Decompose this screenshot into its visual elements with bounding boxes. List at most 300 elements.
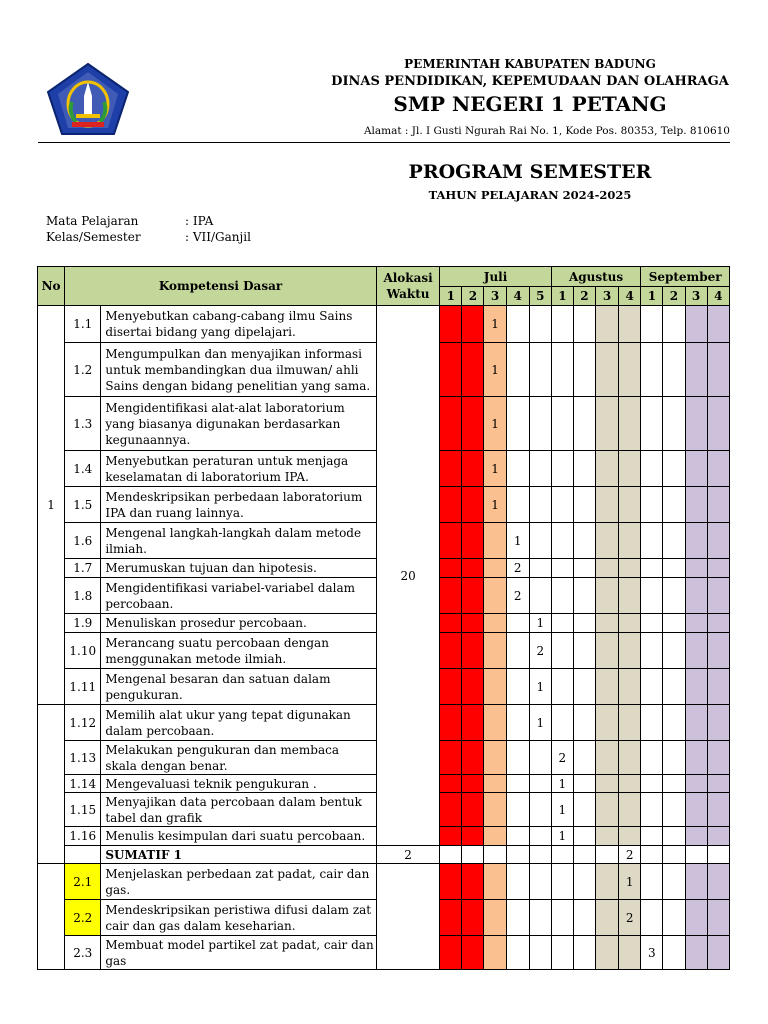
kd-code: 1.13 — [65, 741, 101, 775]
week-cell: 1 — [484, 451, 506, 487]
week-cell — [663, 827, 685, 846]
week-cell — [506, 827, 529, 846]
week-cell — [685, 343, 707, 397]
kd-code: 2.2 — [65, 900, 101, 936]
week-cell — [707, 936, 729, 970]
week-cell — [619, 523, 641, 559]
week-cell — [484, 741, 506, 775]
week-cell — [529, 578, 551, 614]
week-cell — [641, 306, 663, 343]
week-cell: 1 — [551, 793, 573, 827]
week-cell — [641, 523, 663, 559]
week-cell — [462, 705, 484, 741]
week-cell — [440, 827, 462, 846]
week-cell — [573, 741, 595, 775]
class-value: : VII/Ganjil — [185, 230, 251, 244]
week-header: 4 — [506, 287, 529, 306]
col-kd-header: Kompetensi Dasar — [65, 267, 377, 306]
col-no-header: No — [38, 267, 65, 306]
week-cell — [573, 451, 595, 487]
week-cell — [484, 633, 506, 669]
week-cell: 1 — [484, 397, 506, 451]
week-cell — [551, 451, 573, 487]
week-cell — [484, 936, 506, 970]
month-agustus: Agustus — [551, 267, 641, 287]
week-cell — [551, 705, 573, 741]
week-cell — [462, 487, 484, 523]
week-cell — [685, 900, 707, 936]
week-cell — [641, 487, 663, 523]
academic-year: TAHUN PELAJARAN 2024-2025 — [428, 188, 632, 202]
week-cell: 1 — [529, 705, 551, 741]
kd-code: 1.7 — [65, 559, 101, 578]
week-cell — [440, 900, 462, 936]
week-cell — [596, 864, 619, 900]
week-cell — [573, 523, 595, 559]
week-cell — [707, 793, 729, 827]
week-cell — [506, 487, 529, 523]
week-cell — [551, 487, 573, 523]
week-cell — [596, 793, 619, 827]
kd-description: Mengevaluasi teknik pengukuran . — [101, 775, 377, 793]
sumatif-code — [65, 846, 101, 864]
sumatif-label: SUMATIF 1 — [101, 846, 377, 864]
week-cell — [529, 900, 551, 936]
week-cell — [529, 397, 551, 451]
week-cell — [663, 846, 685, 864]
week-cell — [506, 741, 529, 775]
week-cell — [707, 741, 729, 775]
subject-label: Mata Pelajaran — [46, 214, 139, 228]
week-cell — [506, 900, 529, 936]
kd-description: Memilih alat ukur yang tepat digunakan dalam percobaan. — [101, 705, 377, 741]
group-number: 1 — [38, 306, 65, 705]
week-cell — [462, 397, 484, 451]
kd-description: Menyebutkan peraturan untuk menjaga keselamatan di laboratorium IPA. — [101, 451, 377, 487]
week-cell — [462, 306, 484, 343]
kd-description: Menuliskan prosedur percobaan. — [101, 614, 377, 633]
week-cell — [440, 793, 462, 827]
week-cell — [529, 775, 551, 793]
week-cell — [663, 633, 685, 669]
week-cell — [462, 669, 484, 705]
week-cell — [506, 846, 529, 864]
week-cell: 2 — [506, 559, 529, 578]
kd-code: 1.2 — [65, 343, 101, 397]
kd-code: 1.14 — [65, 775, 101, 793]
kd-description: Mengenal langkah-langkah dalam metode ilmiah. — [101, 523, 377, 559]
week-cell — [596, 827, 619, 846]
week-header: 2 — [663, 287, 685, 306]
alokasi-waktu-blank — [376, 864, 439, 970]
week-cell — [440, 936, 462, 970]
week-cell — [551, 900, 573, 936]
week-cell — [484, 793, 506, 827]
week-cell — [685, 523, 707, 559]
week-cell — [573, 614, 595, 633]
week-cell — [663, 936, 685, 970]
week-cell — [573, 900, 595, 936]
week-cell — [596, 900, 619, 936]
week-cell — [440, 306, 462, 343]
week-cell: 1 — [484, 343, 506, 397]
week-cell — [506, 343, 529, 397]
week-cell — [440, 559, 462, 578]
week-cell — [707, 633, 729, 669]
week-cell — [596, 397, 619, 451]
school-address: Alamat : Jl. I Gusti Ngurah Rai No. 1, Kode Pos. 80353, Telp. 810610 — [363, 125, 730, 137]
week-cell — [529, 741, 551, 775]
week-cell — [573, 793, 595, 827]
government-name: PEMERINTAH KABUPATEN BADUNG — [404, 57, 656, 71]
week-cell — [551, 578, 573, 614]
week-cell — [685, 864, 707, 900]
week-cell — [596, 936, 619, 970]
week-cell — [506, 397, 529, 451]
week-header: 4 — [707, 287, 729, 306]
week-cell — [663, 793, 685, 827]
week-cell — [707, 559, 729, 578]
week-cell — [685, 633, 707, 669]
week-cell — [619, 578, 641, 614]
week-cell — [685, 451, 707, 487]
kd-description: Menjelaskan perbedaan zat padat, cair dan gas. — [101, 864, 377, 900]
week-cell — [641, 741, 663, 775]
week-cell — [551, 936, 573, 970]
table-row — [38, 864, 730, 900]
week-cell — [462, 775, 484, 793]
week-cell — [529, 451, 551, 487]
week-cell — [619, 793, 641, 827]
week-cell — [529, 343, 551, 397]
week-cell — [462, 523, 484, 559]
week-cell — [573, 633, 595, 669]
week-cell — [529, 306, 551, 343]
kd-description: Menyebutkan cabang-cabang ilmu Sains disertai bidang yang dipelajari. — [101, 306, 377, 343]
week-cell — [573, 559, 595, 578]
kd-code: 2.1 — [65, 864, 101, 900]
week-cell — [685, 846, 707, 864]
week-cell: 2 — [551, 741, 573, 775]
week-cell — [641, 397, 663, 451]
week-cell — [440, 578, 462, 614]
week-cell — [484, 900, 506, 936]
week-cell — [707, 306, 729, 343]
week-cell — [663, 900, 685, 936]
month-juli: Juli — [440, 267, 552, 287]
week-cell — [573, 343, 595, 397]
week-cell — [462, 864, 484, 900]
week-cell — [663, 306, 685, 343]
week-cell — [641, 775, 663, 793]
week-cell — [484, 614, 506, 633]
week-cell — [506, 451, 529, 487]
week-cell — [440, 397, 462, 451]
kd-code: 1.8 — [65, 578, 101, 614]
week-cell — [551, 846, 573, 864]
week-cell — [685, 827, 707, 846]
week-cell — [551, 864, 573, 900]
week-cell — [506, 793, 529, 827]
week-cell — [596, 741, 619, 775]
week-cell — [663, 741, 685, 775]
week-cell — [641, 669, 663, 705]
week-cell — [551, 523, 573, 559]
week-cell — [619, 741, 641, 775]
week-cell: 1 — [551, 827, 573, 846]
week-cell: 1 — [529, 669, 551, 705]
kd-description: Mendeskripsikan perbedaan laboratorium IPA dan ruang lainnya. — [101, 487, 377, 523]
month-september: September — [641, 267, 730, 287]
week-cell — [484, 775, 506, 793]
group-number-blank — [38, 864, 65, 970]
week-cell — [506, 864, 529, 900]
week-cell — [707, 864, 729, 900]
badung-regency-logo — [46, 62, 130, 136]
week-cell — [506, 633, 529, 669]
week-cell — [596, 705, 619, 741]
week-cell — [462, 343, 484, 397]
week-cell — [529, 846, 551, 864]
week-cell — [596, 306, 619, 343]
week-header: 3 — [484, 287, 506, 306]
week-cell — [641, 900, 663, 936]
week-cell — [596, 775, 619, 793]
kd-code: 1.3 — [65, 397, 101, 451]
week-cell — [573, 827, 595, 846]
week-cell — [685, 936, 707, 970]
week-cell — [506, 614, 529, 633]
week-cell — [529, 827, 551, 846]
week-cell — [596, 669, 619, 705]
week-cell — [641, 343, 663, 397]
week-cell — [619, 936, 641, 970]
week-cell — [663, 669, 685, 705]
week-cell — [641, 559, 663, 578]
week-cell — [707, 827, 729, 846]
week-cell — [663, 397, 685, 451]
week-cell — [685, 397, 707, 451]
week-cell — [619, 669, 641, 705]
week-cell — [484, 559, 506, 578]
week-cell — [573, 864, 595, 900]
kd-description: Merumuskan tujuan dan hipotesis. — [101, 559, 377, 578]
week-cell — [641, 578, 663, 614]
week-cell — [596, 578, 619, 614]
week-cell — [440, 864, 462, 900]
week-cell — [596, 451, 619, 487]
week-cell — [596, 846, 619, 864]
sumatif-row — [38, 846, 730, 864]
week-cell — [462, 793, 484, 827]
week-cell — [663, 487, 685, 523]
kd-description: Menulis kesimpulan dari suatu percobaan. — [101, 827, 377, 846]
week-cell — [707, 669, 729, 705]
week-cell — [663, 775, 685, 793]
week-cell — [707, 775, 729, 793]
week-cell — [707, 523, 729, 559]
week-cell — [596, 614, 619, 633]
week-cell — [619, 487, 641, 523]
week-cell — [573, 775, 595, 793]
week-cell — [440, 775, 462, 793]
week-cell — [619, 306, 641, 343]
week-header: 2 — [573, 287, 595, 306]
week-cell — [685, 705, 707, 741]
week-cell — [462, 900, 484, 936]
week-cell — [506, 705, 529, 741]
kd-code: 1.1 — [65, 306, 101, 343]
week-cell — [462, 741, 484, 775]
week-cell — [641, 793, 663, 827]
week-header: 4 — [619, 287, 641, 306]
week-cell — [685, 669, 707, 705]
week-cell — [619, 451, 641, 487]
week-cell — [619, 397, 641, 451]
week-cell — [484, 827, 506, 846]
week-cell — [462, 451, 484, 487]
kd-description: Membuat model partikel zat padat, cair dan gas — [101, 936, 377, 970]
week-cell — [440, 343, 462, 397]
sumatif-alokasi: 2 — [376, 846, 439, 864]
week-cell — [619, 775, 641, 793]
kd-code: 2.3 — [65, 936, 101, 970]
week-header: 1 — [641, 287, 663, 306]
week-cell — [462, 578, 484, 614]
week-cell — [573, 487, 595, 523]
week-cell — [484, 523, 506, 559]
week-cell — [551, 306, 573, 343]
week-cell: 2 — [529, 633, 551, 669]
week-cell — [685, 306, 707, 343]
kd-description: Mengumpulkan dan menyajikan informasi untuk membandingkan dua ilmuwan/ ahli Sains dengan bidang penelitian yang sama. — [101, 343, 377, 397]
week-header: 3 — [596, 287, 619, 306]
week-cell — [619, 705, 641, 741]
week-cell — [663, 523, 685, 559]
week-header: 1 — [551, 287, 573, 306]
week-header: 3 — [685, 287, 707, 306]
week-cell — [641, 864, 663, 900]
week-cell: 1 — [484, 306, 506, 343]
subject-row — [46, 214, 213, 228]
week-cell — [573, 936, 595, 970]
week-cell — [619, 633, 641, 669]
week-cell — [462, 633, 484, 669]
week-cell — [506, 775, 529, 793]
kd-code: 1.10 — [65, 633, 101, 669]
week-cell — [663, 705, 685, 741]
kd-description: Mengenal besaran dan satuan dalam pengukuran. — [101, 669, 377, 705]
week-cell — [707, 614, 729, 633]
week-cell — [551, 614, 573, 633]
kd-description: Merancang suatu percobaan dengan menggunakan metode ilmiah. — [101, 633, 377, 669]
week-cell — [707, 900, 729, 936]
week-cell — [663, 343, 685, 397]
kd-description: Melakukan pengukuran dan membaca skala dengan benar. — [101, 741, 377, 775]
week-cell — [440, 451, 462, 487]
document-title: PROGRAM SEMESTER — [408, 161, 652, 183]
week-cell — [641, 705, 663, 741]
week-cell — [685, 578, 707, 614]
week-cell — [529, 559, 551, 578]
week-cell — [619, 343, 641, 397]
week-cell — [573, 578, 595, 614]
week-cell — [619, 559, 641, 578]
week-cell — [596, 523, 619, 559]
department-name: DINAS PENDIDIKAN, KEPEMUDAAN DAN OLAHRAGA — [331, 74, 729, 89]
week-cell — [707, 451, 729, 487]
week-cell — [440, 633, 462, 669]
kd-code: 1.16 — [65, 827, 101, 846]
week-header: 1 — [440, 287, 462, 306]
week-cell — [529, 487, 551, 523]
week-cell: 2 — [506, 578, 529, 614]
week-cell: 1 — [484, 487, 506, 523]
week-cell — [707, 846, 729, 864]
week-cell — [685, 559, 707, 578]
week-cell — [462, 846, 484, 864]
week-cell — [619, 614, 641, 633]
col-alokasi-header: Alokasi Waktu — [376, 267, 439, 306]
week-cell — [529, 864, 551, 900]
week-cell — [440, 705, 462, 741]
week-cell — [596, 487, 619, 523]
week-cell — [685, 793, 707, 827]
week-header: 5 — [529, 287, 551, 306]
header-divider — [38, 142, 730, 143]
week-cell — [440, 741, 462, 775]
week-cell — [440, 487, 462, 523]
kd-code: 1.6 — [65, 523, 101, 559]
week-cell — [462, 614, 484, 633]
group-number-blank — [38, 705, 65, 864]
week-cell: 1 — [529, 614, 551, 633]
week-cell — [551, 633, 573, 669]
week-cell — [506, 306, 529, 343]
week-cell: 1 — [619, 864, 641, 900]
week-cell — [484, 705, 506, 741]
week-cell — [484, 578, 506, 614]
week-cell — [663, 559, 685, 578]
week-cell: 3 — [641, 936, 663, 970]
week-cell — [596, 343, 619, 397]
school-name: SMP NEGERI 1 PETANG — [393, 92, 667, 116]
week-cell — [440, 614, 462, 633]
week-cell — [641, 846, 663, 864]
week-cell — [619, 827, 641, 846]
kd-description: Mendeskripsikan peristiwa difusi dalam zat cair dan gas dalam keseharian. — [101, 900, 377, 936]
week-cell — [529, 793, 551, 827]
week-cell: 2 — [619, 846, 641, 864]
week-cell — [529, 523, 551, 559]
kd-description: Mengidentifikasi alat-alat laboratorium yang biasanya digunakan berdasarkan kegunaannya. — [101, 397, 377, 451]
week-cell — [663, 864, 685, 900]
subject-value: : IPA — [185, 214, 214, 228]
week-cell — [663, 578, 685, 614]
semester-program-table — [37, 266, 730, 970]
week-header: 2 — [462, 287, 484, 306]
week-cell — [707, 705, 729, 741]
week-cell — [484, 669, 506, 705]
week-cell — [484, 864, 506, 900]
week-cell — [462, 827, 484, 846]
week-cell — [685, 487, 707, 523]
week-cell — [707, 487, 729, 523]
week-cell — [440, 669, 462, 705]
kd-description: Menyajikan data percobaan dalam bentuk tabel dan grafik — [101, 793, 377, 827]
class-label: Kelas/Semester — [46, 230, 141, 244]
week-cell — [462, 936, 484, 970]
